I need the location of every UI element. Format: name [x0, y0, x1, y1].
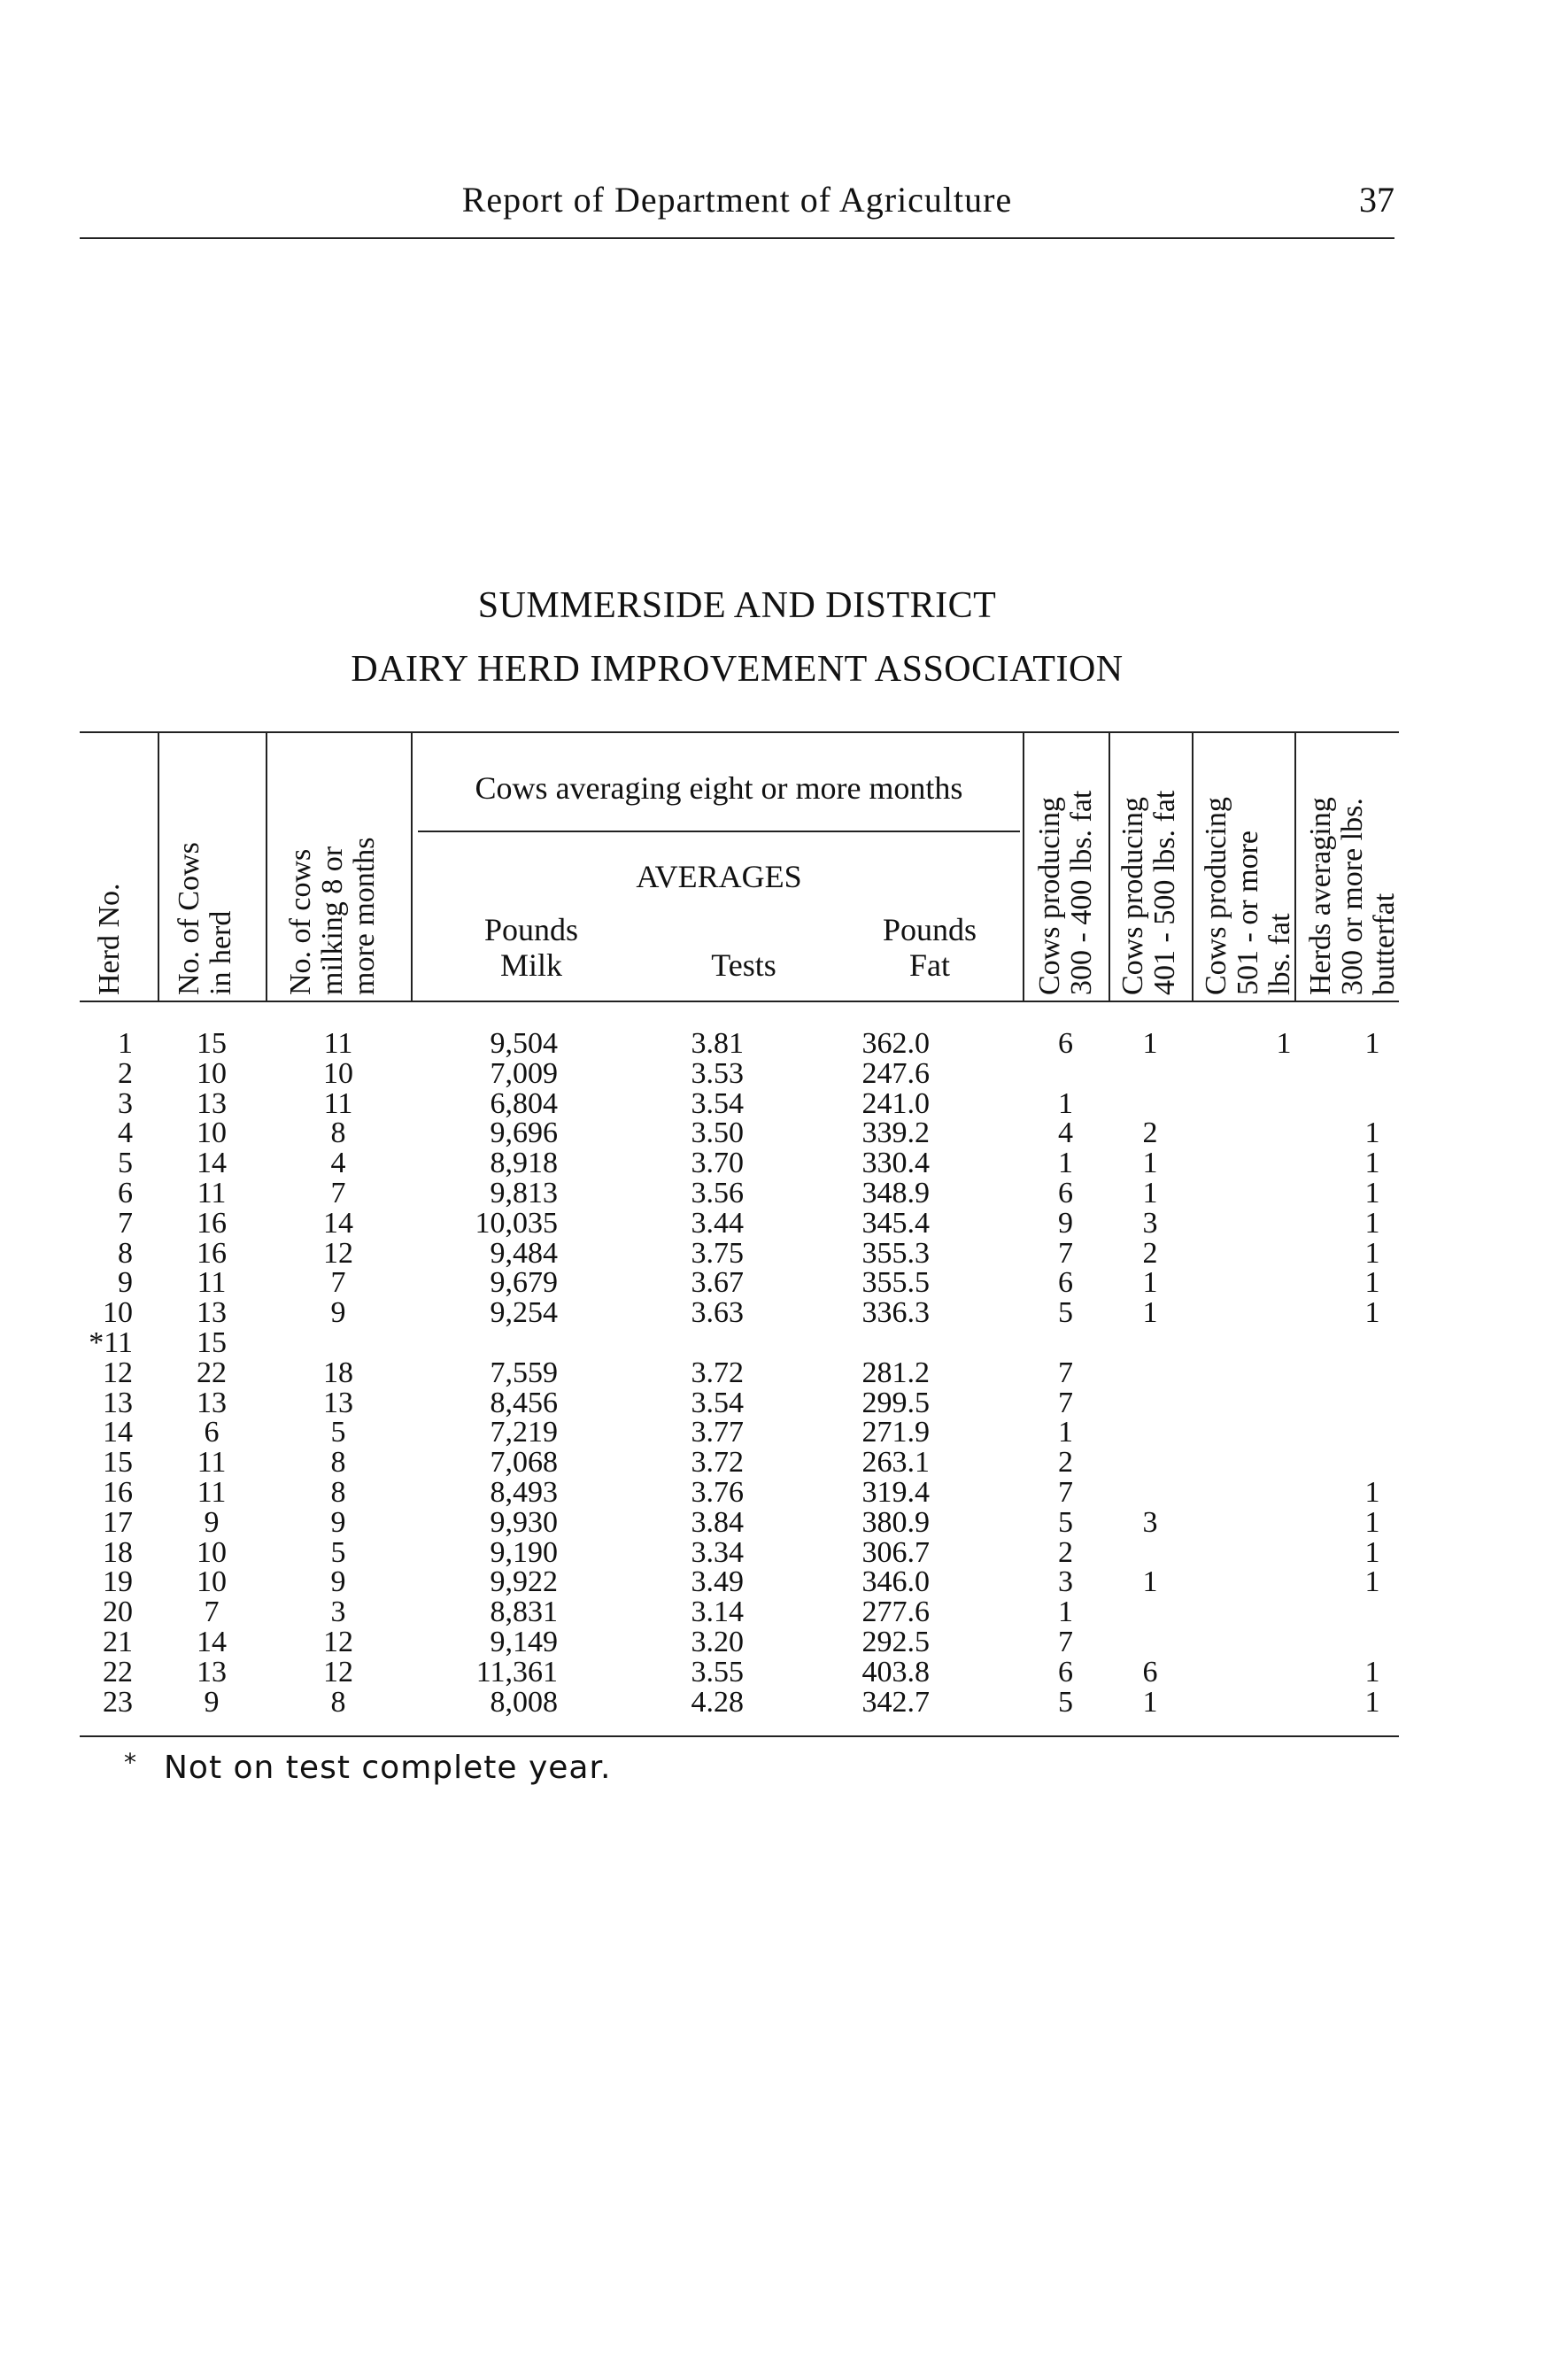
cell-cows-milking: 8: [330, 1117, 346, 1150]
cell-pounds-milk: 9,696: [490, 1117, 558, 1150]
cell-pounds-fat: 346.0: [861, 1565, 930, 1599]
cell-tests: 3.77: [691, 1416, 744, 1449]
cell-cows-milking: 9: [330, 1296, 346, 1330]
cell-pounds-fat: 362.0: [861, 1027, 930, 1060]
cell-pounds-fat: 241.0: [861, 1086, 930, 1120]
cell-pounds-fat: 247.6: [861, 1056, 930, 1090]
cell-herds-300-more: 1: [1364, 1206, 1380, 1240]
cell-herd-no: 23: [103, 1685, 133, 1719]
cell-pounds-fat: 339.2: [861, 1117, 930, 1150]
cell-cows-in-herd: 15: [197, 1027, 227, 1060]
cell-cows-milking: 5: [330, 1416, 346, 1449]
cell-cows-300-400: 7: [1058, 1236, 1073, 1270]
cell-pounds-fat: 330.4: [861, 1147, 930, 1180]
cell-cows-in-herd: 10: [197, 1117, 227, 1150]
cell-cows-in-herd: 13: [197, 1296, 227, 1330]
cell-herd-no: 21: [103, 1626, 133, 1658]
cell-herds-300-more: 1: [1364, 1565, 1380, 1599]
cell-herds-300-more: 1: [1364, 1236, 1380, 1270]
cell-herds-300-more: 1: [1364, 1535, 1380, 1569]
cell-cows-milking: 9: [330, 1565, 346, 1599]
cell-cows-300-400: 1: [1058, 1086, 1073, 1120]
cell-cows-401-500: 6: [1142, 1655, 1158, 1688]
cell-cows-in-herd: 11: [197, 1266, 227, 1300]
cell-herds-300-more: 1: [1364, 1177, 1380, 1209]
header-cows-501-more: Cows producing 501 - or more lbs. fat: [1200, 797, 1296, 995]
cell-cows-milking: 5: [330, 1535, 346, 1569]
running-title: Report of Department of Agriculture: [461, 180, 1013, 220]
cell-tests: 3.56: [691, 1177, 744, 1209]
cell-herd-no: 20: [103, 1596, 133, 1629]
header-group-cows-averaging: Cows averaging eight or more months: [475, 770, 963, 806]
running-head: [80, 174, 1394, 239]
cell-pounds-fat: 380.9: [861, 1505, 930, 1539]
cell-pounds-milk: 8,008: [490, 1685, 558, 1719]
cell-cows-milking: 12: [323, 1236, 353, 1270]
cell-herd-no: 8: [118, 1236, 133, 1270]
cell-pounds-milk: 9,930: [490, 1505, 558, 1539]
cell-cows-401-500: 1: [1142, 1685, 1158, 1719]
cell-pounds-milk: 9,484: [490, 1236, 558, 1270]
cell-herds-300-more: 1: [1364, 1655, 1380, 1688]
cell-tests: 3.20: [691, 1626, 744, 1658]
cell-pounds-milk: 8,456: [490, 1386, 558, 1419]
cell-cows-300-400: 2: [1058, 1446, 1073, 1480]
cell-tests: 3.76: [691, 1476, 744, 1509]
cell-tests: 3.14: [691, 1596, 744, 1629]
cell-pounds-milk: 9,679: [490, 1266, 558, 1300]
cell-pounds-milk: 7,219: [490, 1416, 558, 1449]
cell-cows-in-herd: 9: [204, 1685, 220, 1719]
cell-herds-300-more: 1: [1364, 1476, 1380, 1509]
cell-pounds-fat: 263.1: [861, 1446, 930, 1480]
cell-cows-milking: 9: [330, 1505, 346, 1539]
cell-cows-401-500: 1: [1142, 1565, 1158, 1599]
cell-cows-in-herd: 13: [197, 1086, 227, 1120]
cell-tests: 3.44: [691, 1206, 744, 1240]
cell-cows-milking: 10: [323, 1056, 353, 1090]
header-herds-300-more: Herds averaging 300 or more lbs. butterfat: [1304, 797, 1401, 995]
cell-tests: 3.67: [691, 1266, 744, 1300]
cell-herd-no: 3: [118, 1086, 133, 1120]
cell-cows-milking: 11: [323, 1027, 353, 1060]
cell-cows-501-more: 1: [1276, 1027, 1292, 1060]
cell-cows-300-400: 1: [1058, 1416, 1073, 1449]
cell-cows-in-herd: 11: [197, 1177, 227, 1209]
cell-herd-no: 12: [103, 1356, 133, 1389]
cell-cows-in-herd: 6: [204, 1416, 220, 1449]
cell-cows-401-500: 2: [1142, 1117, 1158, 1150]
cell-cows-300-400: 1: [1058, 1147, 1073, 1180]
cell-pounds-fat: 299.5: [861, 1386, 930, 1419]
cell-tests: 3.63: [691, 1296, 744, 1330]
cell-cows-milking: 11: [323, 1086, 353, 1120]
cell-herd-no: 10: [103, 1296, 133, 1330]
cell-herd-no: 1: [118, 1027, 133, 1060]
rule-table-bottom: [80, 1735, 1399, 1737]
cell-cows-300-400: 7: [1058, 1476, 1073, 1509]
cell-herd-no: 16: [103, 1476, 133, 1509]
cell-pounds-milk: 8,918: [490, 1147, 558, 1180]
cell-pounds-fat: 355.5: [861, 1266, 930, 1300]
cell-cows-milking: 8: [330, 1476, 346, 1509]
cell-tests: 3.54: [691, 1386, 744, 1419]
cell-herd-no: 7: [118, 1206, 133, 1240]
cell-herd-no: 17: [103, 1505, 133, 1539]
cell-tests: 3.75: [691, 1236, 744, 1270]
cell-herd-no: 13: [103, 1386, 133, 1419]
cell-herds-300-more: 1: [1364, 1505, 1380, 1539]
footnote: [124, 1748, 611, 1786]
cell-pounds-milk: 9,922: [490, 1565, 558, 1599]
cell-pounds-milk: 7,068: [490, 1446, 558, 1480]
header-tests: Tests: [711, 947, 776, 983]
cell-cows-in-herd: 13: [197, 1655, 227, 1688]
cell-herds-300-more: 1: [1364, 1027, 1380, 1060]
cell-cows-300-400: 6: [1058, 1655, 1073, 1688]
cell-cows-in-herd: 10: [197, 1565, 227, 1599]
cell-pounds-fat: 271.9: [861, 1416, 930, 1449]
cell-tests: 3.50: [691, 1117, 744, 1150]
cell-cows-milking: 3: [330, 1596, 346, 1629]
cell-pounds-milk: 8,493: [490, 1476, 558, 1509]
cell-cows-300-400: 7: [1058, 1386, 1073, 1419]
cell-cows-300-400: 4: [1058, 1117, 1073, 1150]
rule-column-2: [266, 731, 267, 1001]
cell-pounds-milk: 7,009: [490, 1056, 558, 1090]
cell-cows-milking: 12: [323, 1655, 353, 1688]
cell-herds-300-more: 1: [1364, 1685, 1380, 1719]
cell-tests: 3.72: [691, 1446, 744, 1480]
cell-cows-401-500: 1: [1142, 1147, 1158, 1180]
table-title-line-1: SUMMERSIDE AND DISTRICT: [477, 585, 997, 626]
rule-column-4: [1023, 731, 1024, 1001]
cell-cows-300-400: 5: [1058, 1685, 1073, 1719]
cell-herd-no: 6: [118, 1177, 133, 1209]
cell-pounds-fat: 292.5: [861, 1626, 930, 1658]
header-averages: AVERAGES: [636, 859, 802, 894]
cell-cows-milking: 12: [323, 1626, 353, 1658]
cell-cows-in-herd: 9: [204, 1505, 220, 1539]
cell-cows-milking: 18: [323, 1356, 353, 1389]
rule-table-top: [80, 731, 1399, 733]
cell-cows-in-herd: 22: [197, 1356, 227, 1389]
cell-herd-no: 22: [103, 1655, 133, 1688]
cell-pounds-fat: 336.3: [861, 1296, 930, 1330]
cell-pounds-milk: 11,361: [475, 1655, 558, 1688]
cell-cows-milking: 8: [330, 1685, 346, 1719]
footnote-mark: *: [124, 1748, 137, 1777]
cell-cows-401-500: 1: [1142, 1266, 1158, 1300]
cell-cows-300-400: 9: [1058, 1206, 1073, 1240]
cell-pounds-fat: 277.6: [861, 1596, 930, 1629]
cell-herd-no: 15: [103, 1446, 133, 1480]
cell-cows-401-500: 1: [1142, 1027, 1158, 1060]
cell-herd-no: 14: [103, 1416, 133, 1449]
cell-tests: 3.81: [691, 1027, 744, 1060]
rule-group-divider: [418, 831, 1020, 832]
cell-herd-no: 18: [103, 1535, 133, 1569]
header-cows-in-herd: No. of Cows in herd: [173, 842, 237, 995]
cell-cows-milking: 7: [330, 1266, 346, 1300]
cell-herd-no: 4: [118, 1117, 133, 1150]
cell-herd-no: 9: [118, 1266, 133, 1300]
cell-herds-300-more: 1: [1364, 1117, 1380, 1150]
cell-cows-300-400: 6: [1058, 1027, 1073, 1060]
cell-cows-300-400: 2: [1058, 1535, 1073, 1569]
cell-cows-in-herd: 7: [204, 1596, 220, 1629]
cell-tests: 3.49: [691, 1565, 744, 1599]
cell-tests: 4.28: [691, 1685, 744, 1719]
cell-herd-no: 19: [103, 1565, 133, 1599]
cell-tests: 3.84: [691, 1505, 744, 1539]
cell-cows-in-herd: 14: [197, 1626, 227, 1658]
cell-herd-no: *11: [89, 1326, 133, 1359]
cell-cows-401-500: 1: [1142, 1296, 1158, 1330]
cell-pounds-milk: 9,149: [490, 1626, 558, 1658]
rule-column-6: [1192, 731, 1194, 1001]
cell-pounds-fat: 403.8: [861, 1655, 930, 1688]
cell-cows-in-herd: 11: [197, 1446, 227, 1480]
cell-cows-in-herd: 13: [197, 1386, 227, 1419]
header-pounds-milk: Pounds Milk: [483, 912, 579, 983]
cell-cows-300-400: 5: [1058, 1296, 1073, 1330]
page-number: 37: [1359, 180, 1394, 220]
cell-cows-401-500: 3: [1142, 1206, 1158, 1240]
cell-tests: 3.54: [691, 1086, 744, 1120]
cell-pounds-fat: 355.3: [861, 1236, 930, 1270]
cell-cows-300-400: 6: [1058, 1266, 1073, 1300]
cell-tests: 3.55: [691, 1655, 744, 1688]
cell-tests: 3.53: [691, 1056, 744, 1090]
table-title-line-2: DAIRY HERD IMPROVEMENT ASSOCIATION: [351, 649, 1124, 690]
cell-pounds-milk: 9,504: [490, 1027, 558, 1060]
header-cows-401-500: Cows producing 401 - 500 lbs. fat: [1116, 790, 1181, 995]
cell-herd-no: 5: [118, 1147, 133, 1180]
cell-cows-401-500: 2: [1142, 1236, 1158, 1270]
rule-column-1: [158, 731, 159, 1001]
cell-pounds-fat: 319.4: [861, 1476, 930, 1509]
cell-herds-300-more: 1: [1364, 1147, 1380, 1180]
cell-pounds-milk: 6,804: [490, 1086, 558, 1120]
cell-cows-in-herd: 10: [197, 1535, 227, 1569]
header-cows-300-400: Cows producing 300 - 400 lbs. fat: [1033, 790, 1098, 995]
cell-cows-milking: 13: [323, 1386, 353, 1419]
cell-cows-in-herd: 11: [197, 1476, 227, 1509]
cell-pounds-fat: 342.7: [861, 1685, 930, 1719]
cell-pounds-fat: 306.7: [861, 1535, 930, 1569]
cell-cows-300-400: 5: [1058, 1505, 1073, 1539]
cell-cows-300-400: 1: [1058, 1596, 1073, 1629]
cell-cows-in-herd: 10: [197, 1056, 227, 1090]
cell-herd-no: 2: [118, 1056, 133, 1090]
cell-pounds-milk: 9,190: [490, 1535, 558, 1569]
footnote-text: Not on test complete year.: [164, 1750, 612, 1786]
rule-column-3: [411, 731, 413, 1001]
cell-cows-in-herd: 14: [197, 1147, 227, 1180]
cell-cows-in-herd: 16: [197, 1236, 227, 1270]
cell-cows-300-400: 7: [1058, 1626, 1073, 1658]
cell-pounds-fat: 345.4: [861, 1206, 930, 1240]
header-pounds-fat: Pounds Fat: [882, 912, 977, 983]
cell-tests: 3.34: [691, 1535, 744, 1569]
cell-pounds-milk: 9,813: [490, 1177, 558, 1209]
cell-cows-401-500: 1: [1142, 1177, 1158, 1209]
cell-herds-300-more: 1: [1364, 1266, 1380, 1300]
cell-cows-milking: 4: [330, 1147, 346, 1180]
cell-cows-300-400: 3: [1058, 1565, 1073, 1599]
cell-cows-300-400: 7: [1058, 1356, 1073, 1389]
header-cows-milking: No. of cows milking 8 or more months: [284, 837, 381, 995]
cell-pounds-milk: 10,035: [475, 1206, 558, 1240]
cell-herds-300-more: 1: [1364, 1296, 1380, 1330]
cell-pounds-fat: 281.2: [861, 1356, 930, 1389]
cell-cows-401-500: 3: [1142, 1505, 1158, 1539]
cell-pounds-milk: 9,254: [490, 1296, 558, 1330]
cell-cows-milking: 7: [330, 1177, 346, 1209]
rule-column-5: [1109, 731, 1110, 1001]
cell-tests: 3.72: [691, 1356, 744, 1389]
cell-cows-in-herd: 16: [197, 1206, 227, 1240]
cell-cows-300-400: 6: [1058, 1177, 1073, 1209]
header-herd-no: Herd No.: [93, 883, 126, 995]
cell-tests: 3.70: [691, 1147, 744, 1180]
cell-cows-milking: 14: [323, 1206, 353, 1240]
cell-cows-milking: 8: [330, 1446, 346, 1480]
cell-pounds-milk: 7,559: [490, 1356, 558, 1389]
cell-cows-in-herd: 15: [197, 1326, 227, 1359]
cell-pounds-fat: 348.9: [861, 1177, 930, 1209]
rule-header-bottom: [80, 1001, 1399, 1002]
cell-pounds-milk: 8,831: [490, 1596, 558, 1629]
